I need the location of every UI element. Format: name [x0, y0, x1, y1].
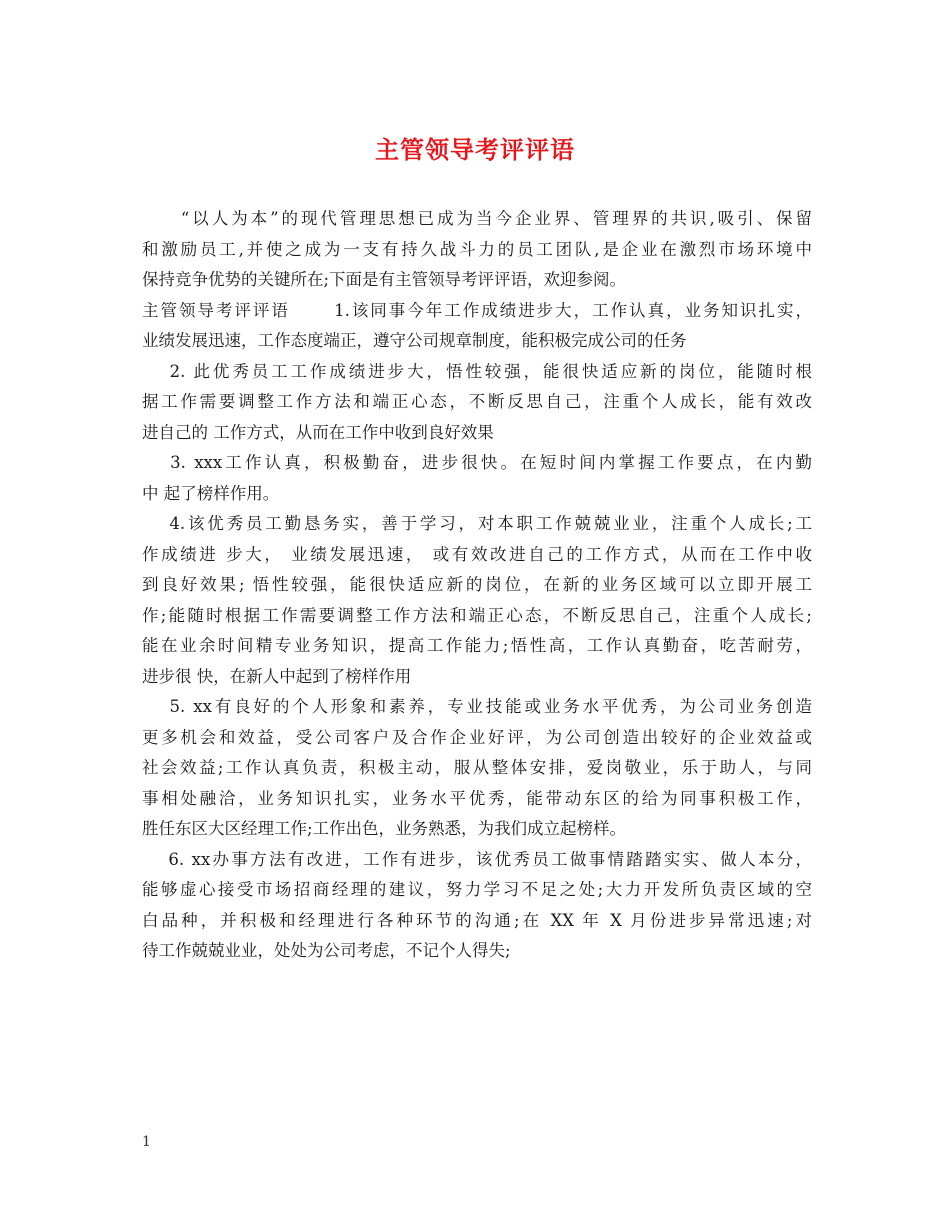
text-line: 5. xx有良好的个人形象和素养，专业技能或业务水平优秀，为公司业务创造 — [142, 697, 812, 716]
paragraph — [142, 845, 812, 967]
paragraph — [142, 692, 812, 845]
paragraph — [142, 448, 812, 509]
text-line: 保持竞争优势的关键所在;下面是有主管领导考评评语，欢迎参阅。 — [142, 270, 627, 289]
text-line: 更多机会和效益，受公司客户及合作企业好评，为公司创造出较好的企业效益或 — [142, 727, 812, 747]
text-line: 白品种，并积极和经理进行各种环节的沟通;在 XX 年 X 月份进步异常迅速;对 — [142, 910, 812, 930]
paragraph — [142, 509, 812, 692]
text-line: 和激励员工,并使之成为一支有持久战斗力的员工团队,是企业在激烈市场环境中 — [142, 239, 812, 259]
text-line: 社会效益;工作认真负责，积极主动，服从整体安排，爱岗敬业，乐于助人，与同 — [142, 758, 812, 777]
text-line: 作;能随时根据工作需要调整工作方法和端正心态，不断反思自己，注重个人成长; — [142, 605, 812, 625]
paragraph — [142, 204, 812, 296]
text-line: 2. 此优秀员工工作成绩进步大，悟性较强，能很快适应新的岗位，能随时根 — [142, 361, 812, 381]
text-line: 据工作需要调整工作方法和端正心态，不断反思自己，注重个人成长，能有效改 — [142, 392, 812, 411]
document-body — [142, 204, 812, 967]
text-line: 进步很 快，在新人中起到了榜样作用 — [142, 666, 412, 686]
text-line: 主管领导考评评语 1.该同事今年工作成绩进步大，工作认真，业务知识扎实， — [142, 300, 812, 320]
paragraph — [142, 296, 812, 357]
text-line: 6. xx办事方法有改进，工作有进步，该优秀员工做事情踏踏实实、做人本分， — [142, 849, 812, 869]
text-line: 作成绩进 步大， 业绩发展迅速， 或有效改进自己的工作方式，从而在工作中收 — [142, 544, 812, 564]
text-line: 进自己的 工作方式，从而在工作中收到良好效果 — [142, 422, 494, 442]
text-line: 胜任东区大区经理工作;工作出色，业务熟悉，为我们成立起榜样。 — [142, 819, 627, 838]
text-line: 中 起了榜样作用。 — [142, 483, 280, 503]
page-number: 1 — [142, 1134, 151, 1150]
text-line: “以人为本”的现代管理思想已成为当今企业界、管理界的共识,吸引、保留 — [142, 209, 812, 228]
text-line: 待工作兢兢业业，处处为公司考虑，不记个人得失; — [142, 941, 511, 960]
text-line: 4.该优秀员工勤恳务实，善于学习，对本职工作兢兢业业，注重个人成长;工 — [142, 514, 812, 533]
paragraph — [142, 357, 812, 449]
document-title: 主管领导考评评语 — [375, 135, 575, 164]
text-line: 3. xxx工作认真，积极勤奋，进步很快。在短时间内掌握工作要点，在内勤 — [142, 453, 812, 472]
text-line: 业绩发展迅速，工作态度端正，遵守公司规章制度，能积极完成公司的任务 — [142, 331, 687, 350]
text-line: 能够虚心接受市场招商经理的建议，努力学习不足之处;大力开发所负责区域的空 — [142, 880, 812, 899]
text-line: 事相处融洽，业务知识扎实，业务水平优秀，能带动东区的给为同事积极工作， — [142, 788, 812, 808]
text-line: 能在业余时间精专业务知识，提高工作能力;悟性高，工作认真勤奋，吃苦耐劳， — [142, 636, 812, 655]
text-line: 到良好效果; 悟性较强，能很快适应新的岗位，在新的业务区域可以立即开展工 — [142, 575, 812, 594]
